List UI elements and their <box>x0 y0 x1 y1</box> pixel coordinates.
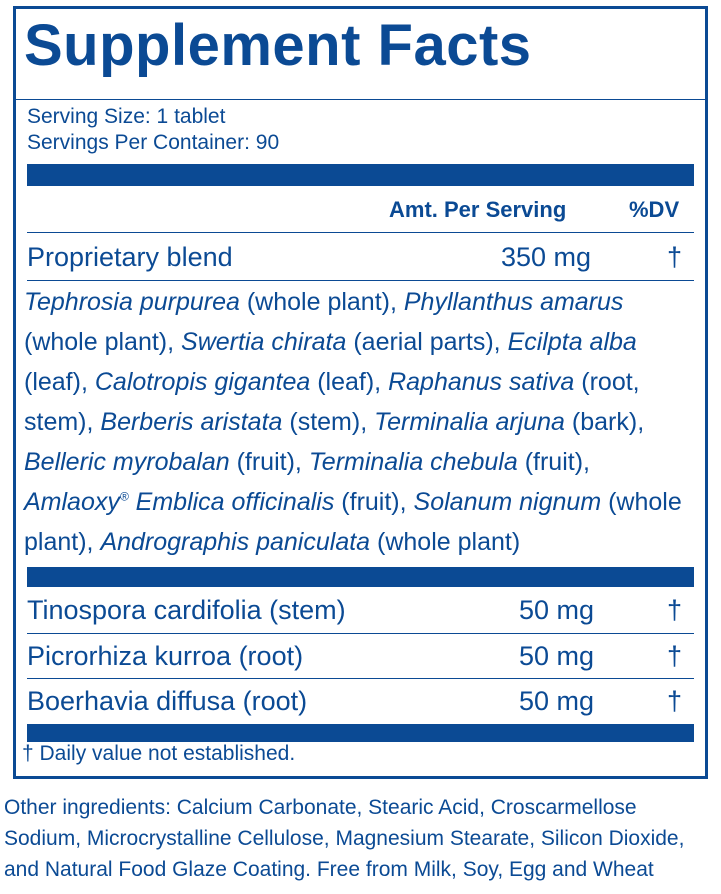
botanical-name: Ecilpta alba <box>507 328 637 356</box>
header-divider <box>27 232 694 233</box>
botanical-name: Emblica officinalis <box>128 488 335 516</box>
botanical-name: Tephrosia purpurea <box>24 288 240 316</box>
botanical-name: Terminalia arjuna <box>374 408 565 436</box>
ingredient-dv: † <box>667 686 683 716</box>
other-ingredients: Other ingredients: Calcium Carbonate, Stearic Acid, Croscarmellose Sodium, Microcrystalline Cellulose, Magnesium Stearate, Silicon Dioxide, and Natural Food Glaze Coating. Free from Milk, Soy, Egg and Wheat <box>4 796 685 881</box>
plant-part: (whole plant), <box>24 328 182 356</box>
botanical-name: Calotropis gigantea <box>94 368 311 396</box>
plant-part: (bark), <box>564 408 645 436</box>
botanical-name: Raphanus sativa <box>388 368 575 396</box>
plant-part: (aerial parts), <box>346 328 508 356</box>
botanical-name: Phyllanthus amarus <box>403 288 624 316</box>
plant-part: (leaf), <box>310 368 389 396</box>
thick-bar-top <box>27 164 694 186</box>
blend-ingredients-list <box>24 282 689 562</box>
plant-part: (fruit), <box>517 448 590 476</box>
ingredient-name: Picrorhiza kurroa (root) <box>27 641 304 671</box>
ingredient-name: Boerhavia diffusa (root) <box>27 686 308 716</box>
plant-part: (stem), <box>282 408 375 436</box>
plant-part: (root, stem), <box>24 368 640 436</box>
botanical-name: Solanum nignum <box>413 488 602 516</box>
ingredient-amount: 50 mg <box>519 686 595 716</box>
blend-amount: 350 mg <box>501 242 592 272</box>
botanical-name: Berberis aristata <box>100 408 283 436</box>
header-dv: %DV <box>629 197 680 222</box>
plant-part: (leaf), <box>24 368 95 396</box>
servings-per-container: Servings Per Container: 90 <box>27 131 280 154</box>
plant-part: (fruit), <box>334 488 414 516</box>
panel-title: Supplement Facts <box>24 13 532 78</box>
plant-part: (fruit), <box>229 448 309 476</box>
botanical-name: Amlaoxy <box>24 488 120 516</box>
thick-bar-middle <box>27 567 694 587</box>
title-divider <box>16 99 705 100</box>
ingredient-dv: † <box>667 595 683 625</box>
botanical-name: Andrographis paniculata <box>100 528 371 556</box>
row-divider <box>27 633 694 634</box>
header-amount: Amt. Per Serving <box>389 197 567 222</box>
botanical-name: Belleric myrobalan <box>24 448 230 476</box>
footnote: † Daily value not established. <box>22 742 296 765</box>
blend-divider <box>27 280 694 281</box>
plant-part: (whole plant), <box>24 488 682 556</box>
row-divider <box>27 678 694 679</box>
plant-part: (whole plant) <box>370 528 521 556</box>
ingredient-amount: 50 mg <box>519 641 595 671</box>
blend-dv: † <box>667 242 683 272</box>
thick-bar-bottom <box>27 724 694 742</box>
ingredient-amount: 50 mg <box>519 595 595 625</box>
ingredient-dv: † <box>667 641 683 671</box>
plant-part: (whole plant), <box>239 288 404 316</box>
botanical-name: ® <box>119 489 129 504</box>
botanical-name: Terminalia chebula <box>308 448 518 476</box>
blend-name: Proprietary blend <box>27 242 233 272</box>
serving-size: Serving Size: 1 tablet <box>27 105 226 128</box>
ingredient-name: Tinospora cardifolia (stem) <box>27 595 346 625</box>
botanical-name: Swertia chirata <box>181 328 347 356</box>
